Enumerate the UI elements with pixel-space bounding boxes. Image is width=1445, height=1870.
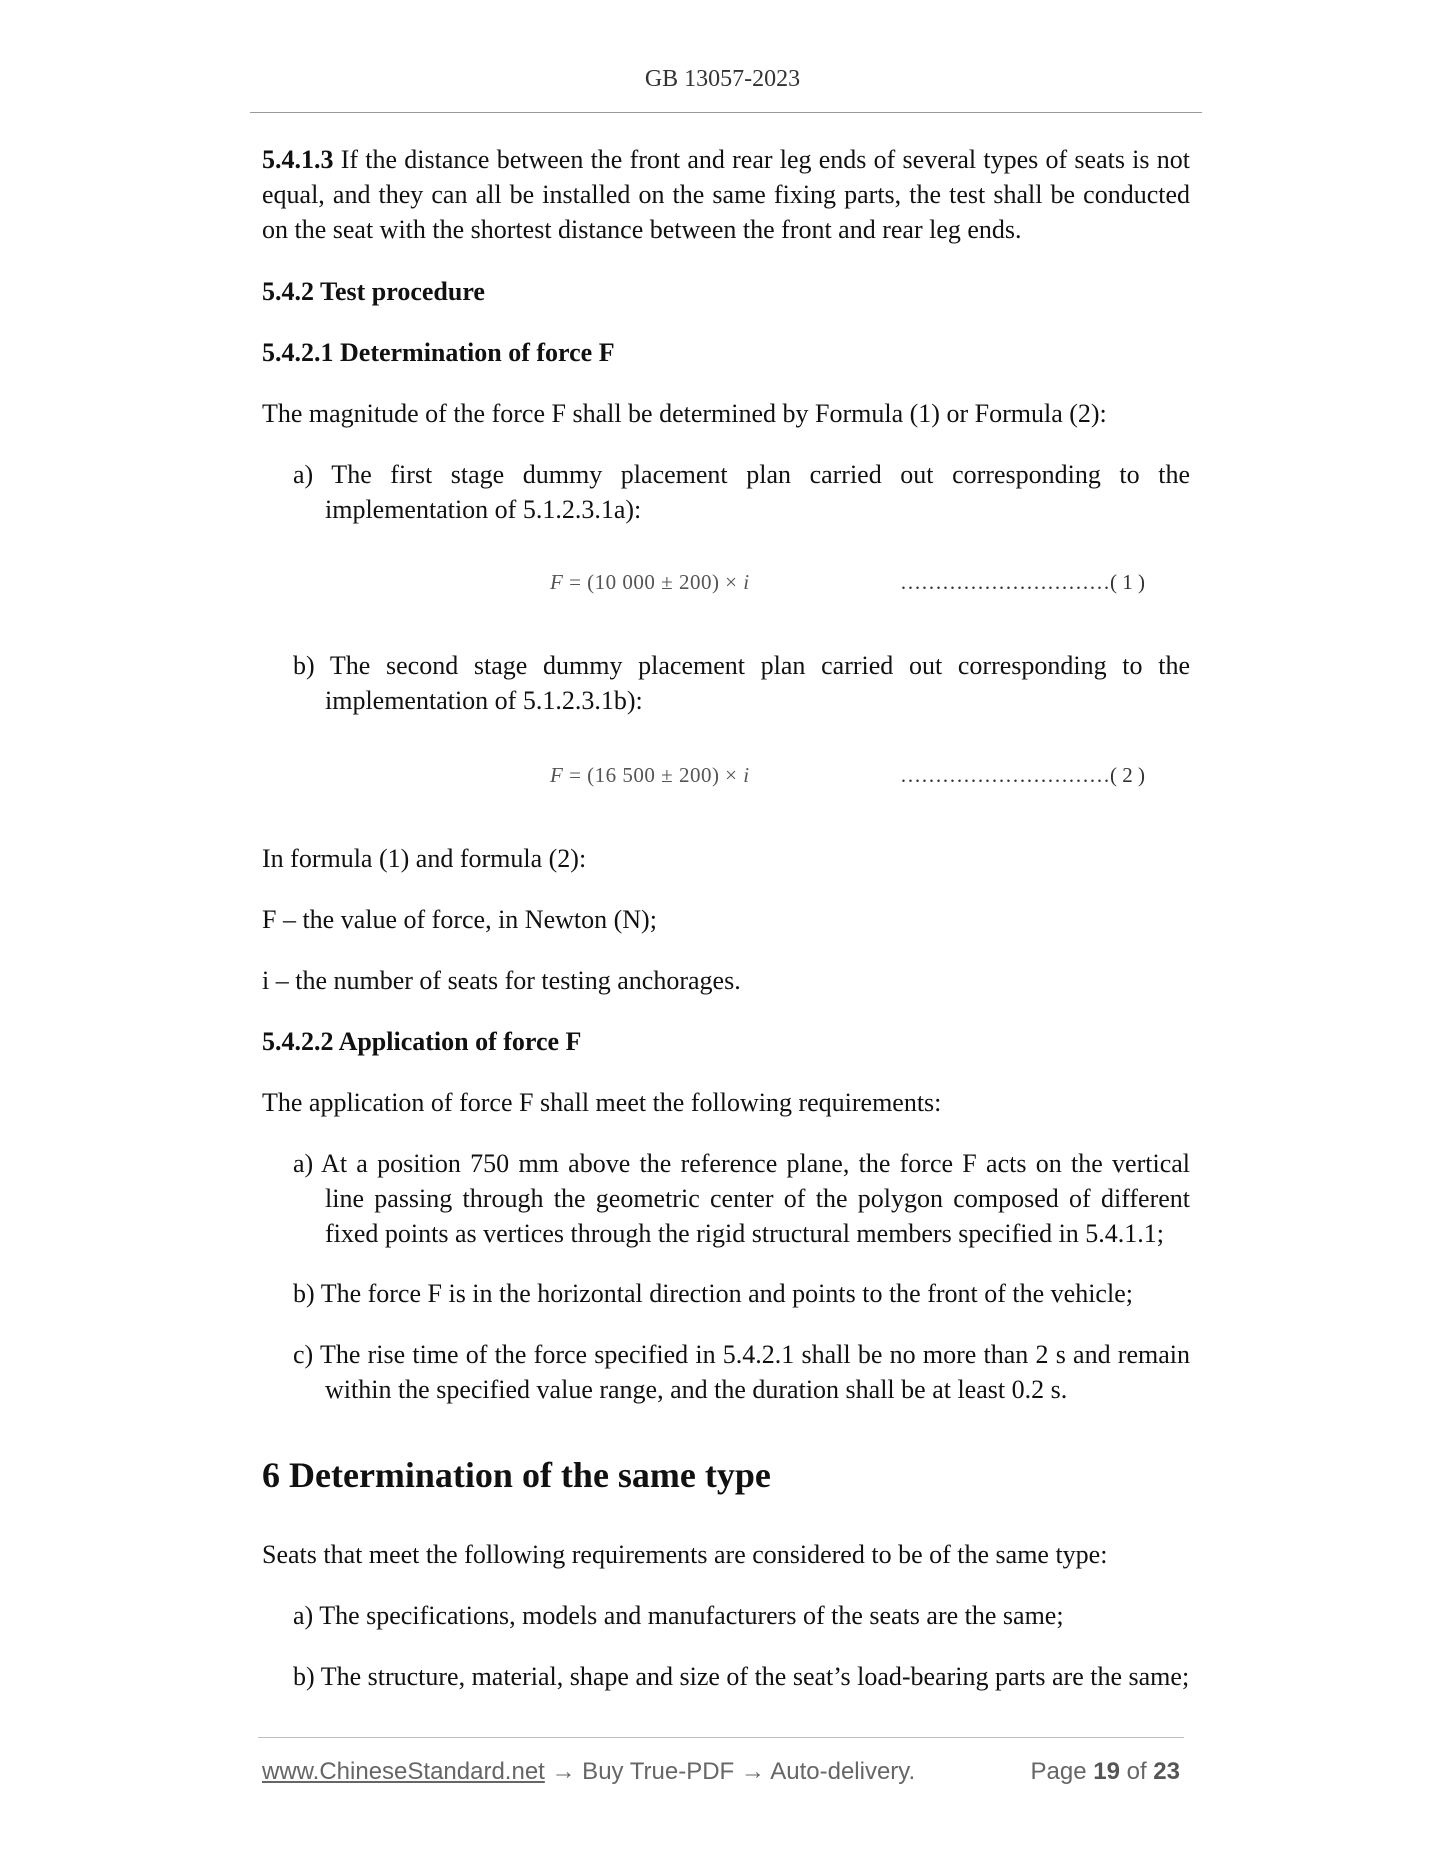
list-item-a-specifications <box>293 1598 1190 1633</box>
heading-5-4-2-1: 5.4.2.1 Determination of force F <box>262 338 615 367</box>
formula-lhs: F <box>550 570 564 594</box>
list-item-text: c) The rise time of the force specified in 5.4.2.1 shall be no more than 2 s and remain within the specified value range, and the duration shall be at least 0.2 s. <box>293 1340 1190 1404</box>
list-item-a-stage-one <box>293 457 1190 527</box>
page-header: GB 13057-2023 <box>644 66 801 92</box>
list-item-text: a) At a position 750 mm above the reference plane, the force F acts on the vertical line passing through the geometric center of the polygon composed of different fixed points as vertices through the rigid structural members specified in 5.4.1.1; <box>293 1149 1190 1248</box>
formula-rhs: = (10 000 ± 200) × <box>563 570 744 594</box>
formula-rhs: = (16 500 ± 200) × <box>563 763 744 787</box>
list-item-text: b) The structure, material, shape and size of the seat’s load-bearing parts are the same; <box>293 1662 1190 1691</box>
list-item-b-structure <box>293 1659 1205 1694</box>
leader-dots: ………………………… <box>900 763 1110 787</box>
page-label: Page <box>1030 1758 1094 1785</box>
list-item-text: a) The specifications, models and manufacturers of the seats are the same; <box>293 1601 1064 1630</box>
page-current: 19 <box>1093 1758 1120 1785</box>
heading-5-4-2-2: 5.4.2.2 Application of force F <box>262 1027 582 1056</box>
list-item-text: b) The force F is in the horizontal direction and points to the front of the vehicle; <box>293 1279 1133 1308</box>
footer-tagline: → Buy True-PDF → Auto-delivery. <box>544 1758 916 1785</box>
leader-dots: ………………………… <box>900 570 1110 594</box>
clause-number: 5.4.1.3 <box>262 145 334 174</box>
formula-1 <box>550 570 750 595</box>
of-label: of <box>1119 1758 1154 1785</box>
list-item-b-stage-two <box>293 648 1190 718</box>
paragraph-force-intro: The magnitude of the force F shall be determined by Formula (1) or Formula (2): <box>262 399 1107 428</box>
formula-1-number <box>900 570 1145 595</box>
formula-number: ( 1 ) <box>1110 570 1145 594</box>
definition-i: i – the number of seats for testing anchorages. <box>262 966 741 995</box>
heading-5-4-2: 5.4.2 Test procedure <box>262 277 485 306</box>
formula-2 <box>550 763 750 788</box>
list-item-b-direction <box>293 1276 1190 1311</box>
list-item-c-rise-time <box>293 1337 1190 1407</box>
formula-number: ( 2 ) <box>1110 763 1145 787</box>
page-total: 23 <box>1153 1758 1180 1785</box>
clause-text: If the distance between the front and rear leg ends of several types of seats is not equal, and they can all be installed on the same fixing parts, the test shall be conducted on the seat with the shortest distance between the front and rear leg ends. <box>262 145 1190 244</box>
formula-lhs: F <box>550 763 564 787</box>
paragraph-application-intro: The application of force F shall meet the following requirements: <box>262 1088 942 1117</box>
header-divider <box>250 112 1202 113</box>
paragraph-where-intro: In formula (1) and formula (2): <box>262 844 587 873</box>
list-item-text: a) The first stage dummy placement plan carried out corresponding to the implementation of 5.1.2.3.1a): <box>293 460 1190 524</box>
formula-var: i <box>743 763 750 787</box>
page-footer <box>262 1758 1182 1786</box>
formula-var: i <box>743 570 750 594</box>
page-indicator <box>1031 1758 1180 1786</box>
site-link[interactable]: www.ChineseStandard.net <box>262 1758 545 1785</box>
footer-divider <box>258 1737 1184 1738</box>
definition-f: F – the value of force, in Newton (N); <box>262 905 657 934</box>
formula-2-number <box>900 763 1145 788</box>
heading-section-6: 6 Determination of the same type <box>262 1455 771 1495</box>
clause-5-4-1-3 <box>262 142 1190 247</box>
paragraph-same-type-intro: Seats that meet the following requirements are considered to be of the same type: <box>262 1540 1108 1569</box>
list-item-text: b) The second stage dummy placement plan carried out corresponding to the implementation of 5.1.2.3.1b): <box>293 651 1190 715</box>
list-item-a-position <box>293 1146 1190 1251</box>
